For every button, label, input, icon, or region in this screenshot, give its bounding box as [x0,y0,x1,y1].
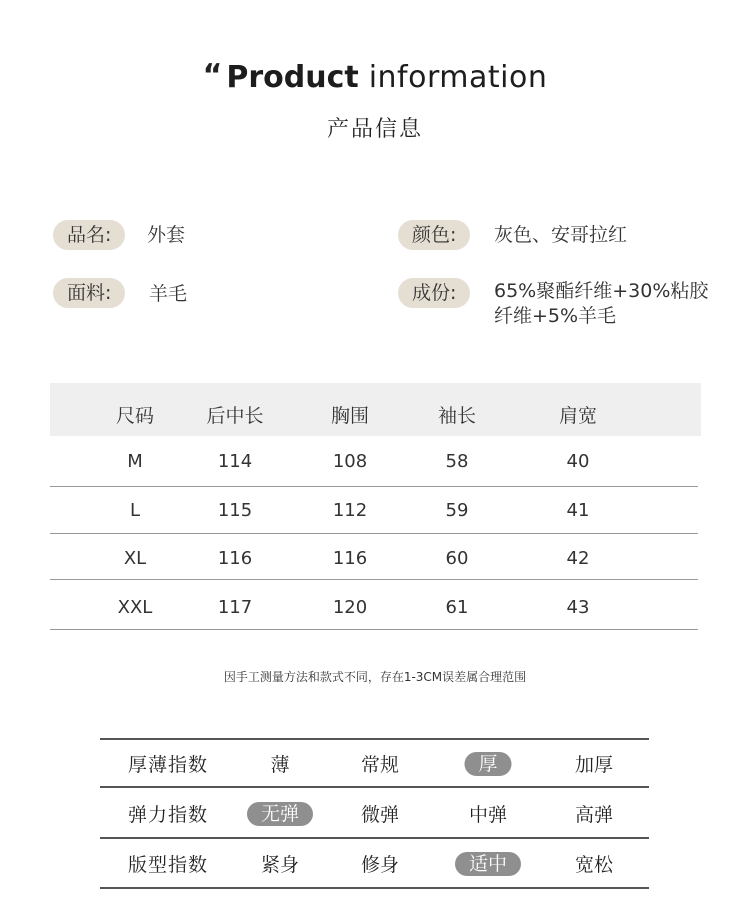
size-table-header-cell: 肩宽 [558,405,598,427]
size-table-cell: 58 [445,451,469,472]
title-light: information [368,60,548,95]
size-table-cell: 59 [445,500,469,521]
size-table-cell: 112 [332,500,368,521]
size-table-cell: L [129,500,141,521]
size-table-header-cell: 胸围 [330,405,370,427]
size-table-cell: 120 [332,597,368,618]
title-bold: Product [226,60,359,95]
info-fabric-label: 面料: [53,278,125,308]
size-table-cell: 60 [445,548,469,569]
info-composition-line2: 纤维+5%羊毛 [494,305,617,327]
info-color-label: 颜色: [398,220,470,250]
info-name-value: 外套 [147,224,186,246]
size-table-header-cell: 袖长 [437,405,477,427]
index-option: 中弹 [468,804,508,826]
index-option-selected [464,749,511,776]
info-fabric-value: 羊毛 [149,283,188,305]
index-option: 微弹 [360,804,400,826]
index-option: 紧身 [260,854,300,876]
size-table-cell: M [127,451,143,472]
size-table-cell: 114 [217,451,253,472]
size-table-cell: XXL [117,597,153,618]
info-composition-line1: 65%聚酯纤维+30%粘胶 [494,280,709,302]
measurement-note: 因手工测量方法和款式不同，存在1-3CM误差属合理范围 [223,670,527,684]
info-color-value: 灰色、安哥拉红 [494,224,628,246]
size-table-cell: 43 [566,597,590,618]
size-table-cell: 42 [566,548,590,569]
index-option: 高弹 [574,804,614,826]
page-subtitle: 产品信息 [326,117,423,142]
info-name-label: 品名: [53,220,125,250]
index-row-label: 版型指数 [128,854,209,876]
size-table-cell: 117 [217,597,253,618]
size-table-row-divider [50,533,698,534]
index-option: 加厚 [574,754,614,776]
size-table-cell: 61 [445,597,469,618]
size-table-row-divider [50,579,698,580]
page-title [0,58,750,102]
index-option-selected [455,849,521,876]
size-table-row-divider [50,629,698,630]
index-option: 常规 [360,754,400,776]
quote-mark: “ [202,58,223,93]
size-table-cell: 40 [566,451,590,472]
index-row-label: 弹力指数 [128,804,209,826]
index-table-divider [100,887,649,889]
index-option-selected-label: 无弹 [247,802,313,826]
index-option: 修身 [360,854,400,876]
index-table-divider [100,837,649,839]
index-option: 宽松 [574,854,614,876]
info-composition-label: 成份: [398,278,470,308]
size-table-cell: 116 [332,548,368,569]
size-table-cell: 108 [332,451,368,472]
size-table-row-divider [50,486,698,487]
size-table-cell: XL [123,548,147,569]
index-table-divider [100,738,649,740]
size-table-cell: 41 [566,500,590,521]
size-table-cell: 115 [217,500,253,521]
index-option-selected-label: 适中 [455,852,521,876]
index-row-label: 厚薄指数 [128,754,209,776]
index-option: 薄 [270,754,290,776]
size-table-header-cell: 尺码 [115,405,155,427]
size-table-cell: 116 [217,548,253,569]
size-table-header-cell: 后中长 [206,405,264,427]
index-option-selected [247,799,313,826]
index-option-selected-label: 厚 [464,752,511,776]
index-table-divider [100,786,649,788]
